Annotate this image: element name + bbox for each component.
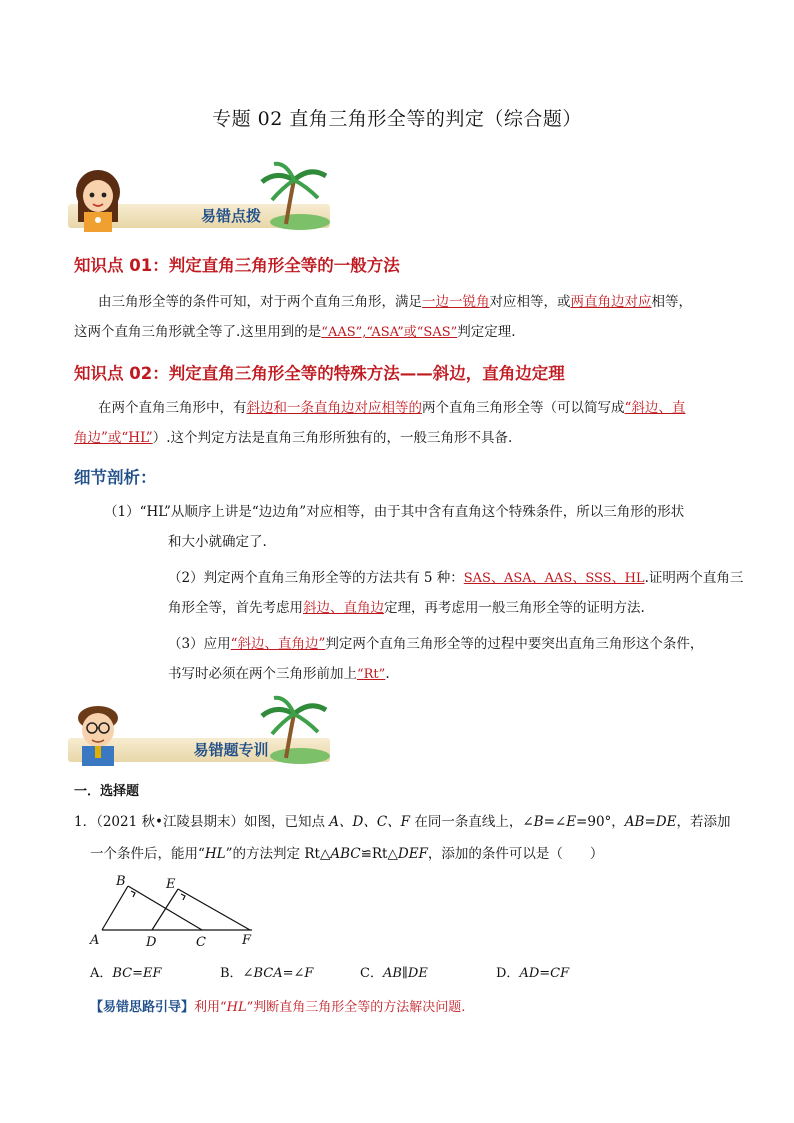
underlined-text: “AAS”,“ASA”或“SAS” [321, 325, 458, 340]
italic-text: HL [204, 846, 226, 862]
text: ，添加的条件可以是（ ） [427, 846, 604, 862]
option-c[interactable] [360, 962, 428, 981]
text: ，若添加 [676, 814, 731, 830]
label-F: F [242, 933, 252, 948]
text: ”的方法判定 Rt△ [225, 846, 331, 862]
underlined-text: SAS、ASA、AAS、SSS、HL [463, 571, 645, 586]
hint-label: 【易错思路引导】 [90, 1000, 195, 1015]
detail-p1-b: 和大小就确定了. [168, 534, 267, 550]
text: 角形全等，首先考虑用 [168, 600, 303, 616]
underlined-text: “斜边、直角边” [230, 636, 326, 652]
option-text: AD=CF [519, 966, 570, 981]
page-title: 专题 02 直角三角形全等的判定（综合题） [212, 108, 582, 130]
kp2-line1 [98, 394, 685, 422]
line-BC [128, 886, 202, 930]
line-AB [102, 886, 128, 930]
text: 书写时必须在两个三角形前加上 [168, 666, 357, 682]
right-angle-E [181, 894, 185, 900]
text: 在两个直角三角形中，有 [98, 400, 247, 416]
text: （3）应用 [168, 636, 231, 652]
label-A: A [90, 933, 100, 948]
text: =∠ [543, 814, 567, 830]
option-a[interactable] [90, 962, 162, 981]
boy-cartoon-icon [68, 700, 138, 766]
text: .证明两个直角三 [644, 570, 744, 586]
italic-text: ABC [330, 846, 361, 862]
kp2-line2 [74, 424, 512, 452]
banner-label: 易错题专训 [193, 741, 269, 759]
q1-line1 [74, 808, 730, 836]
text: =90°， [576, 814, 625, 830]
text: ）.这个判定方法是直角三角形所独有的，一般三角形不具备. [152, 430, 513, 446]
text: . [385, 666, 390, 682]
banner-yicuoti-zhuanxun [68, 700, 330, 766]
option-text: ∠BCA=∠F [242, 966, 314, 981]
label-D: D [146, 935, 157, 950]
hint-text: HL [226, 1000, 247, 1015]
text: ≌Rt△ [360, 846, 398, 862]
hint-text: ”判断直角三角形全等的方法解决问题. [246, 1000, 466, 1015]
line-EF [178, 889, 250, 930]
banner-label: 易错点拨 [200, 207, 261, 225]
text: 判定定理. [457, 324, 516, 340]
kp1-heading: 知识点 01：判定直角三角形全等的一般方法 [74, 256, 400, 275]
option-label: D． [496, 966, 520, 981]
q1-line2 [90, 840, 603, 868]
underlined-text: 一边一锐角 [422, 294, 490, 310]
option-text: AB∥DE [382, 966, 428, 981]
section-heading: 一．选择题 [74, 784, 140, 799]
right-angle-B [131, 891, 135, 897]
option-text: BC=EF [112, 966, 162, 981]
text: 定理，再考虑用一般三角形全等的证明方法. [384, 600, 645, 616]
text: 相等， [651, 294, 692, 310]
option-b[interactable] [220, 962, 313, 981]
text: 两个直角三角形全等（可以简写成 [422, 400, 625, 416]
underlined-text: “斜边、直 [624, 400, 686, 416]
option-label: B． [220, 966, 243, 981]
kp2-heading: 知识点 02：判定直角三角形全等的特殊方法——斜边，直角边定理 [74, 364, 565, 383]
italic-text: DEF [397, 846, 428, 862]
q1-figure [84, 872, 264, 950]
detail-heading: 细节剖析： [74, 468, 157, 487]
label-C: C [196, 935, 206, 950]
text: 这两个直角三角形就全等了.这里用到的是 [74, 324, 322, 340]
line-DE [152, 889, 178, 930]
underlined-text: 两直角边对应 [570, 294, 652, 310]
option-d[interactable] [496, 962, 569, 981]
text: 对应相等，或 [489, 294, 571, 310]
kp1-line1 [98, 288, 692, 316]
detail-p1-a: （1）“HL”从顺序上讲是“边边角”对应相等，由于其中含有直角这个特殊条件，所以三角形的形状 [104, 504, 685, 520]
underlined-text: 斜边、直角边 [303, 600, 384, 616]
text: （2）判定两个直角三角形全等的方法共有 5 种： [168, 570, 464, 586]
underlined-text: 斜边和一条直角边对应相等的 [246, 400, 422, 416]
text: 由三角形全等的条件可知，对于两个直角三角形，满足 [98, 294, 422, 310]
option-label: C． [360, 966, 383, 981]
detail-p2-b [168, 594, 645, 622]
italic-text: E [566, 814, 577, 830]
label-B: B [116, 874, 126, 889]
text: 1．（2021 秋•江陵县期末）如图，已知点 [74, 814, 330, 830]
detail-p3-b [168, 660, 390, 689]
hint-text: 利用“ [194, 1000, 227, 1015]
banner-yicuo-dianbo [68, 166, 330, 232]
italic-text: AB=DE [624, 814, 677, 830]
girl-cartoon-icon [68, 166, 138, 232]
detail-p3-a [168, 630, 703, 658]
text: 在同一条直线上，∠ [410, 814, 534, 830]
underlined-text: “Rt” [357, 667, 386, 682]
q1-hint [90, 996, 465, 1015]
text: 一个条件后，能用“ [90, 846, 205, 862]
detail-p2-a [168, 564, 743, 593]
underlined-text: 角边”或“HL” [74, 430, 153, 446]
label-E: E [166, 877, 176, 892]
italic-text: B [533, 814, 544, 830]
italic-text: A、D、C、F [329, 814, 411, 830]
option-label: A． [90, 966, 113, 981]
kp1-line2 [74, 318, 516, 347]
text: 判定两个直角三角形全等的过程中要突出直角三角形这个条件， [325, 636, 704, 652]
